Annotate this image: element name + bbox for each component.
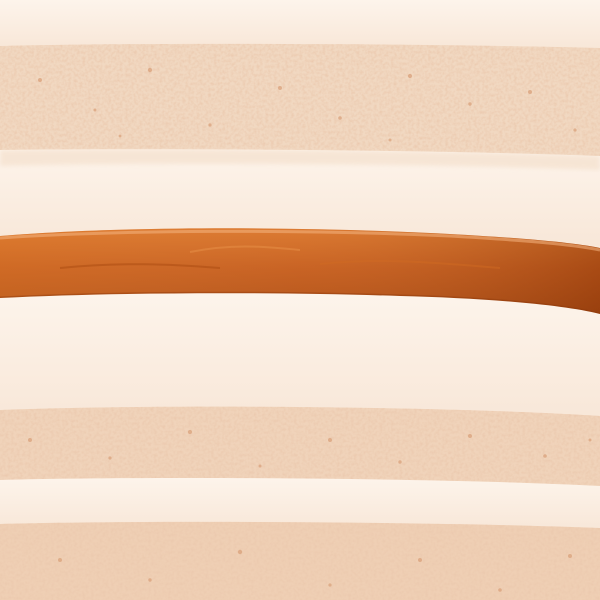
lower-middle-cream-layer bbox=[0, 293, 600, 420]
bottom-sponge-layer bbox=[0, 522, 600, 600]
bottom-cream-layer bbox=[0, 478, 600, 530]
lower-sponge-layer bbox=[0, 407, 600, 488]
upper-sponge-layer bbox=[0, 44, 600, 158]
top-cream-layer bbox=[0, 0, 600, 48]
